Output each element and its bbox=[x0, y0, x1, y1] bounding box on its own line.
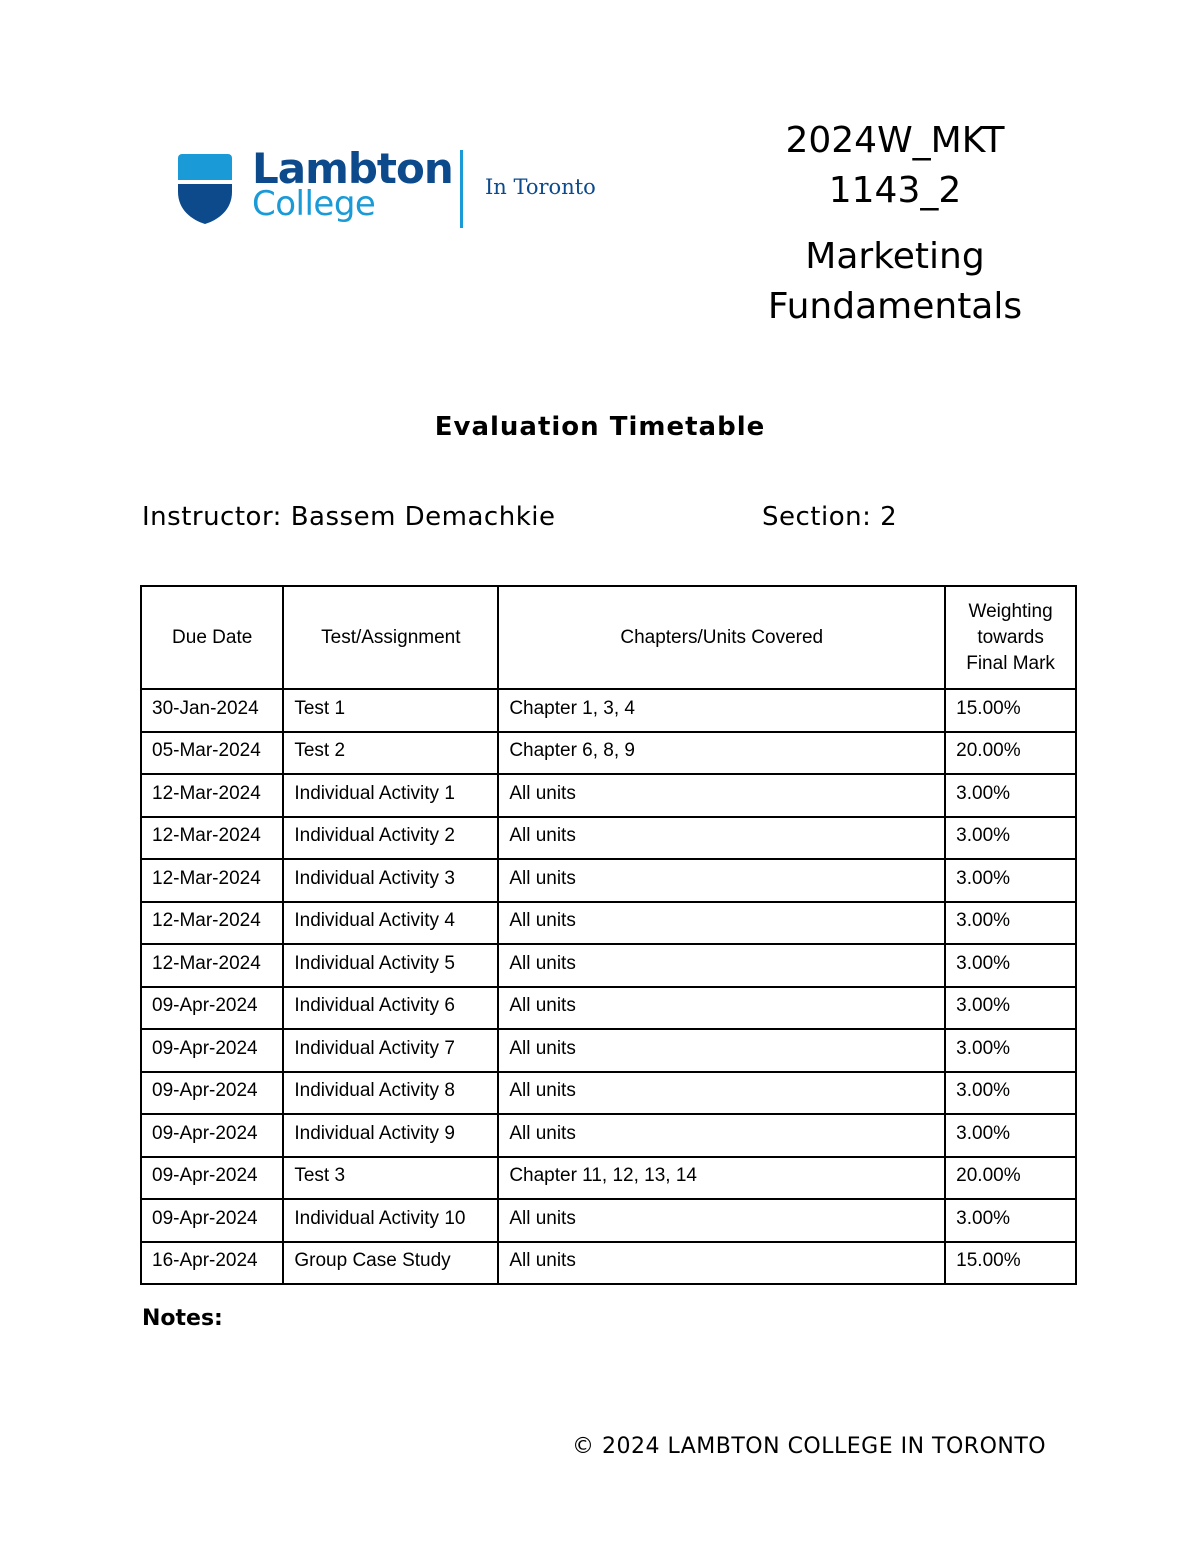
evaluation-table bbox=[140, 585, 1077, 1285]
table-row bbox=[141, 1029, 1076, 1072]
cell-weighting: 3.00% bbox=[945, 1072, 1076, 1115]
cell-weighting: 3.00% bbox=[945, 944, 1076, 987]
cell-weighting: 3.00% bbox=[945, 859, 1076, 902]
notes-label: Notes: bbox=[142, 1306, 223, 1331]
cell-due-date: 12-Mar-2024 bbox=[141, 774, 283, 817]
course-code-line1: 2024W_MKT bbox=[785, 120, 1005, 161]
header-chapters-covered: Chapters/Units Covered bbox=[498, 586, 945, 689]
cell-chapters: All units bbox=[498, 1114, 945, 1157]
table-row bbox=[141, 1242, 1076, 1285]
table-row bbox=[141, 1072, 1076, 1115]
logo-divider bbox=[460, 150, 463, 228]
cell-assignment: Individual Activity 10 bbox=[283, 1199, 498, 1242]
table-row bbox=[141, 902, 1076, 945]
cell-assignment: Individual Activity 2 bbox=[283, 817, 498, 860]
table-row bbox=[141, 774, 1076, 817]
cell-chapters: All units bbox=[498, 902, 945, 945]
cell-assignment: Test 3 bbox=[283, 1157, 498, 1200]
cell-chapters: All units bbox=[498, 774, 945, 817]
cell-chapters: All units bbox=[498, 1242, 945, 1285]
cell-assignment: Individual Activity 3 bbox=[283, 859, 498, 902]
cell-chapters: Chapter 11, 12, 13, 14 bbox=[498, 1157, 945, 1200]
table-row bbox=[141, 689, 1076, 732]
cell-due-date: 16-Apr-2024 bbox=[141, 1242, 283, 1285]
table-row bbox=[141, 859, 1076, 902]
cell-assignment: Test 2 bbox=[283, 732, 498, 775]
header-weighting-line: towards bbox=[977, 626, 1044, 648]
cell-due-date: 09-Apr-2024 bbox=[141, 987, 283, 1030]
copyright-footer: © 2024 LAMBTON COLLEGE IN TORONTO bbox=[572, 1434, 1047, 1459]
cell-due-date: 30-Jan-2024 bbox=[141, 689, 283, 732]
cell-chapters: Chapter 6, 8, 9 bbox=[498, 732, 945, 775]
cell-weighting: 3.00% bbox=[945, 817, 1076, 860]
cell-assignment: Individual Activity 4 bbox=[283, 902, 498, 945]
cell-chapters: All units bbox=[498, 1199, 945, 1242]
header-test-assignment: Test/Assignment bbox=[283, 586, 498, 689]
cell-due-date: 09-Apr-2024 bbox=[141, 1114, 283, 1157]
table-row bbox=[141, 1114, 1076, 1157]
course-code bbox=[740, 116, 1050, 216]
cell-chapters: Chapter 1, 3, 4 bbox=[498, 689, 945, 732]
cell-weighting: 3.00% bbox=[945, 774, 1076, 817]
cell-chapters: All units bbox=[498, 859, 945, 902]
cell-assignment: Test 1 bbox=[283, 689, 498, 732]
cell-due-date: 05-Mar-2024 bbox=[141, 732, 283, 775]
cell-assignment: Individual Activity 1 bbox=[283, 774, 498, 817]
cell-assignment: Individual Activity 8 bbox=[283, 1072, 498, 1115]
table-row bbox=[141, 1199, 1076, 1242]
cell-chapters: All units bbox=[498, 817, 945, 860]
cell-due-date: 12-Mar-2024 bbox=[141, 859, 283, 902]
cell-weighting: 20.00% bbox=[945, 732, 1076, 775]
cell-weighting: 15.00% bbox=[945, 689, 1076, 732]
cell-due-date: 12-Mar-2024 bbox=[141, 817, 283, 860]
course-title-line2: Fundamentals bbox=[767, 286, 1023, 327]
lambton-college-logo bbox=[172, 144, 602, 232]
header-weighting-line: Weighting bbox=[968, 600, 1053, 622]
cell-chapters: All units bbox=[498, 1029, 945, 1072]
cell-chapters: All units bbox=[498, 944, 945, 987]
header-due-date: Due Date bbox=[141, 586, 283, 689]
course-code-line2: 1143_2 bbox=[828, 170, 962, 211]
header-weighting bbox=[945, 586, 1076, 689]
cell-due-date: 12-Mar-2024 bbox=[141, 944, 283, 987]
cell-assignment: Individual Activity 7 bbox=[283, 1029, 498, 1072]
cell-chapters: All units bbox=[498, 1072, 945, 1115]
cell-due-date: 09-Apr-2024 bbox=[141, 1029, 283, 1072]
cell-assignment: Individual Activity 9 bbox=[283, 1114, 498, 1157]
cell-due-date: 09-Apr-2024 bbox=[141, 1199, 283, 1242]
table-row bbox=[141, 732, 1076, 775]
course-title-line1: Marketing bbox=[805, 236, 985, 277]
cell-assignment: Individual Activity 6 bbox=[283, 987, 498, 1030]
cell-weighting: 20.00% bbox=[945, 1157, 1076, 1200]
logo-shield-top-shape bbox=[178, 154, 232, 180]
logo-word-lambton: Lambton bbox=[252, 144, 453, 193]
logo-word-college: College bbox=[252, 184, 376, 224]
header-weighting-line: Final Mark bbox=[966, 652, 1055, 674]
cell-due-date: 09-Apr-2024 bbox=[141, 1072, 283, 1115]
cell-weighting: 3.00% bbox=[945, 1199, 1076, 1242]
table-row bbox=[141, 1157, 1076, 1200]
cell-weighting: 3.00% bbox=[945, 987, 1076, 1030]
cell-weighting: 3.00% bbox=[945, 1029, 1076, 1072]
table-row bbox=[141, 817, 1076, 860]
cell-weighting: 3.00% bbox=[945, 1114, 1076, 1157]
cell-assignment: Individual Activity 5 bbox=[283, 944, 498, 987]
cell-weighting: 3.00% bbox=[945, 902, 1076, 945]
logo-shield-bottom-shape bbox=[178, 184, 232, 224]
cell-due-date: 12-Mar-2024 bbox=[141, 902, 283, 945]
course-title bbox=[740, 232, 1050, 332]
section-label: Section: 2 bbox=[762, 502, 898, 532]
cell-due-date: 09-Apr-2024 bbox=[141, 1157, 283, 1200]
cell-chapters: All units bbox=[498, 987, 945, 1030]
table-row bbox=[141, 987, 1076, 1030]
page-title: Evaluation Timetable bbox=[434, 412, 766, 442]
table-row bbox=[141, 944, 1076, 987]
instructor-label: Instructor: Bassem Demachkie bbox=[142, 502, 556, 532]
cell-assignment: Group Case Study bbox=[283, 1242, 498, 1285]
logo-city-text: In Toronto bbox=[485, 175, 596, 199]
cell-weighting: 15.00% bbox=[945, 1242, 1076, 1285]
table-header-row bbox=[141, 586, 1076, 689]
